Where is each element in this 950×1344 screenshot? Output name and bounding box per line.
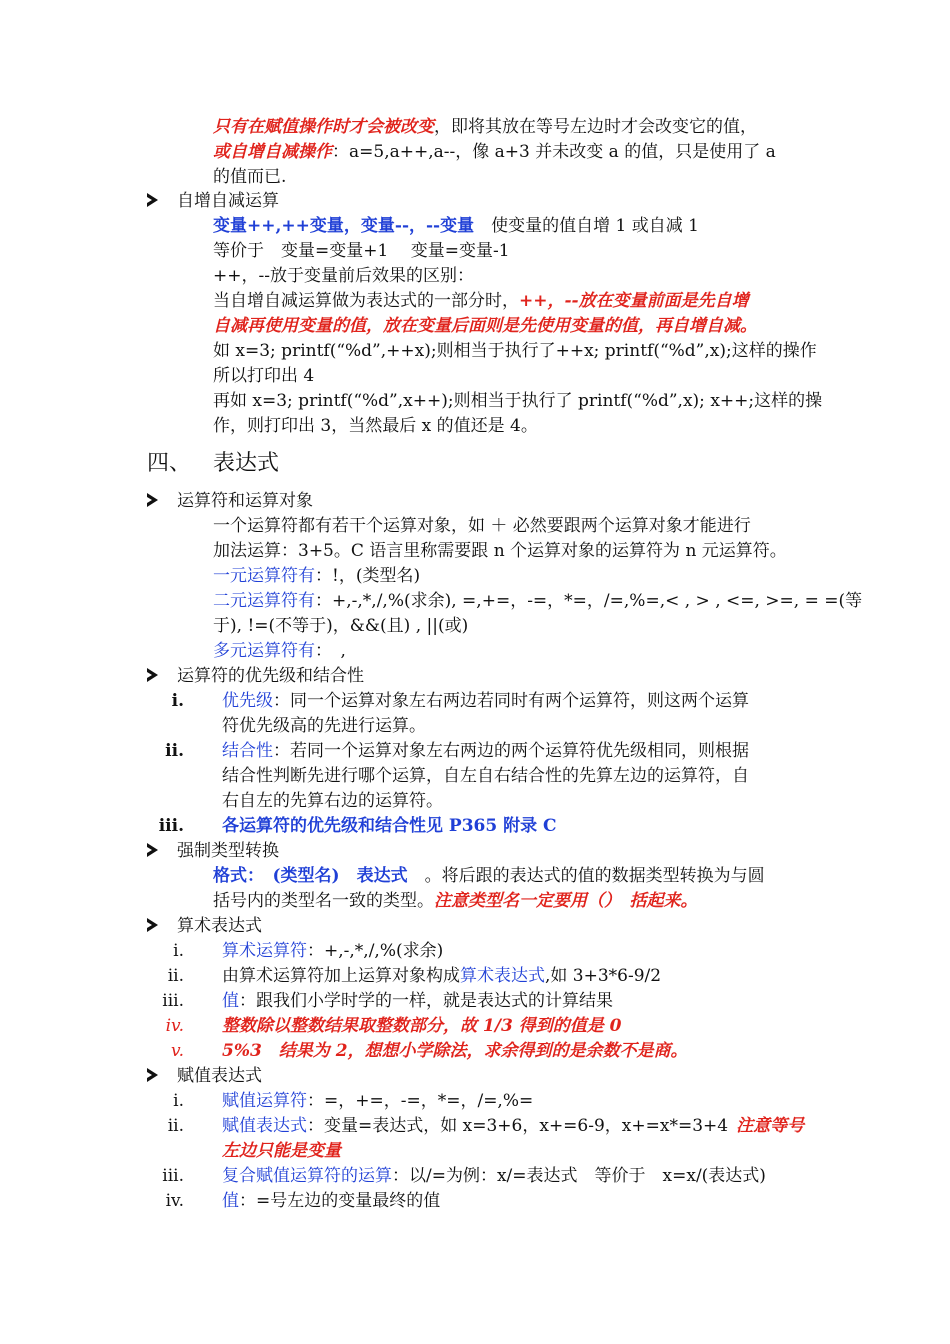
- text: ： ,: [315, 641, 346, 661]
- text-line: 如 x=3; printf(“%d”,++x);则相当于执行了++x; printf(“%d”,x);这样的操作: [213, 341, 817, 361]
- emphasis: 注意等号: [736, 1116, 805, 1136]
- list-item: [222, 1089, 533, 1114]
- text: ：!，(类型名): [315, 566, 421, 586]
- text-line: 所以打印出 4: [213, 366, 315, 386]
- term: 算术表达式: [460, 966, 545, 986]
- intro-line-3: 的值而已.: [213, 167, 287, 187]
- section-title: 表达式: [213, 451, 280, 476]
- term: 一元运算符有: [213, 566, 315, 586]
- intro-highlight: 或自增自减操作: [213, 142, 332, 162]
- list-item: [222, 1039, 688, 1064]
- bullet-arrow-icon: [147, 193, 158, 207]
- bullet-arrow-icon: [147, 493, 158, 507]
- list-number: iii.: [162, 991, 184, 1011]
- text-line: [213, 214, 699, 239]
- emphasis: 整数除以整数结果取整数部分，故 1/3 得到的值是 0: [222, 1016, 622, 1036]
- text-line: 作，则打印出 3，当然最后 x 的值还是 4。: [213, 416, 538, 436]
- bullet-arrow-icon: [147, 918, 158, 932]
- list-number: ii.: [167, 966, 184, 986]
- list-number: iv.: [165, 1016, 184, 1036]
- text: ：+,-,*,/,%(求余): [307, 941, 444, 961]
- term: 二元运算符有: [213, 591, 315, 611]
- list-number: i.: [173, 941, 184, 961]
- list-item: [222, 989, 613, 1014]
- text-line: 于), !=(不等于)，&&(且) , ||(或): [213, 616, 469, 636]
- list-number: iii.: [158, 816, 184, 836]
- intro-text: ，即将其放在等号左边时才会改变它的值，: [434, 117, 757, 137]
- section-number: 四、: [147, 451, 192, 476]
- section-heading: 自增自减运算: [177, 191, 279, 211]
- text-line: 一个运算符都有若干个运算对象，如 ＋ 必然要跟两个运算对象才能进行: [213, 516, 751, 536]
- emphasis: 注意类型名一定要用（） 括起来。: [434, 891, 698, 911]
- term: 赋值运算符: [222, 1091, 307, 1111]
- section-heading: 赋值表达式: [177, 1066, 262, 1086]
- text: ：+,-,*,/,%(求余), =,+=，-=，*=，/=,%=,< , > , <=, >=, = =(等: [315, 591, 863, 611]
- text: ：跟我们小学时学的一样，就是表达式的计算结果: [239, 991, 613, 1011]
- term: 格式： (类型名) 表达式: [213, 866, 408, 886]
- intro-line-1: [213, 115, 757, 140]
- emphasis: 左边只能是变量: [222, 1141, 341, 1161]
- text: ：以/=为例：x/=表达式 等价于 x=x/(表达式): [392, 1166, 766, 1186]
- intro-red-text: 只有在赋值操作时才会被改变: [213, 117, 434, 137]
- text: 由算术运算符加上运算对象构成: [222, 966, 460, 986]
- list-item: [222, 939, 443, 964]
- list-item: [222, 1014, 621, 1039]
- text-line: [213, 639, 346, 664]
- text: ,如 3+3*6-9/2: [545, 966, 662, 986]
- list-number: v.: [171, 1041, 184, 1061]
- term: 值: [222, 1191, 239, 1211]
- text-line: [213, 564, 420, 589]
- section-heading: 强制类型转换: [177, 841, 279, 861]
- list-item: [222, 689, 749, 714]
- list-number: ii.: [167, 1116, 184, 1136]
- text: ：若同一个运算对象左右两边的两个运算符优先级相同，则根据: [273, 741, 749, 761]
- text: 。将后跟的表达式的值的数据类型转换为与圆: [407, 866, 765, 886]
- list-item: [222, 1189, 440, 1214]
- list-number: iii.: [162, 1166, 184, 1186]
- term: 赋值表达式: [222, 1116, 307, 1136]
- text-line: ++，--放于变量前后效果的区别：: [213, 266, 474, 286]
- text: ：变量=表达式，如 x=3+6，x+=6-9，x+=x*=3+4: [307, 1116, 729, 1136]
- text: ：=号左边的变量最终的值: [239, 1191, 441, 1211]
- list-number: i.: [173, 1091, 184, 1111]
- intro-text: ：a=5,a++,a--，像 a+3 并未改变 a 的值，只是使用了 a: [332, 142, 776, 162]
- list-item-cont: 右自左的先算右边的运算符。: [222, 791, 443, 811]
- list-item: [222, 814, 557, 839]
- list-item-cont: 符优先级高的先进行运算。: [222, 716, 426, 736]
- list-item-cont: [222, 1139, 341, 1164]
- term: 各运算符的优先级和结合性见 P365 附录 C: [222, 816, 557, 836]
- text-line: [213, 864, 765, 889]
- emphasis: ++，--放在变量前面是先自增: [519, 291, 749, 311]
- text-line: [213, 889, 698, 914]
- text: 当自增自减运算做为表达式的一部分时，: [213, 291, 519, 311]
- text-line: [213, 314, 757, 339]
- list-item: [222, 1164, 766, 1189]
- text-line: [213, 289, 749, 314]
- bullet-arrow-icon: [147, 668, 158, 682]
- section-heading: 运算符和运算对象: [177, 491, 313, 511]
- term: 值: [222, 991, 239, 1011]
- list-item: [222, 1114, 804, 1139]
- text: ：=，+=，-=，*=，/=,%=: [307, 1091, 534, 1111]
- emphasis: 自减再使用变量的值，放在变量后面则是先使用变量的值，再自增自减。: [213, 316, 757, 336]
- term: 变量++,++变量，变量--，--变量: [213, 216, 475, 236]
- list-item: [222, 739, 749, 764]
- intro-line-2: [213, 140, 776, 165]
- text: 括号内的类型名一致的类型。: [213, 891, 434, 911]
- section-heading: 算术表达式: [177, 916, 262, 936]
- emphasis: 5%3 结果为 2，想想小学除法，求余得到的是余数不是商。: [222, 1041, 688, 1061]
- text-line: 等价于 变量=变量+1 变量=变量-1: [213, 241, 510, 261]
- term: 结合性: [222, 741, 273, 761]
- list-item-cont: 结合性判断先进行哪个运算，自左自右结合性的先算左边的运算符，自: [222, 766, 749, 786]
- section-heading: 运算符的优先级和结合性: [177, 666, 364, 686]
- text-line: [213, 589, 862, 614]
- list-number: i.: [171, 691, 184, 711]
- text: ：同一个运算对象左右两边若同时有两个运算符，则这两个运算: [273, 691, 749, 711]
- text-line: 再如 x=3; printf(“%d”,x++);则相当于执行了 printf(“%d”,x); x++;这样的操: [213, 391, 823, 411]
- list-number: ii.: [165, 741, 184, 761]
- list-number: iv.: [165, 1191, 184, 1211]
- term: 优先级: [222, 691, 273, 711]
- bullet-arrow-icon: [147, 843, 158, 857]
- term: 算术运算符: [222, 941, 307, 961]
- term: 复合赋值运算符的运算: [222, 1166, 392, 1186]
- list-item: [222, 964, 661, 989]
- text-line: 加法运算：3+5。C 语言里称需要跟 n 个运算对象的运算符为 n 元运算符。: [213, 541, 787, 561]
- term: 多元运算符有: [213, 641, 315, 661]
- text: 使变量的值自增 1 或自减 1: [474, 216, 699, 236]
- bullet-arrow-icon: [147, 1068, 158, 1082]
